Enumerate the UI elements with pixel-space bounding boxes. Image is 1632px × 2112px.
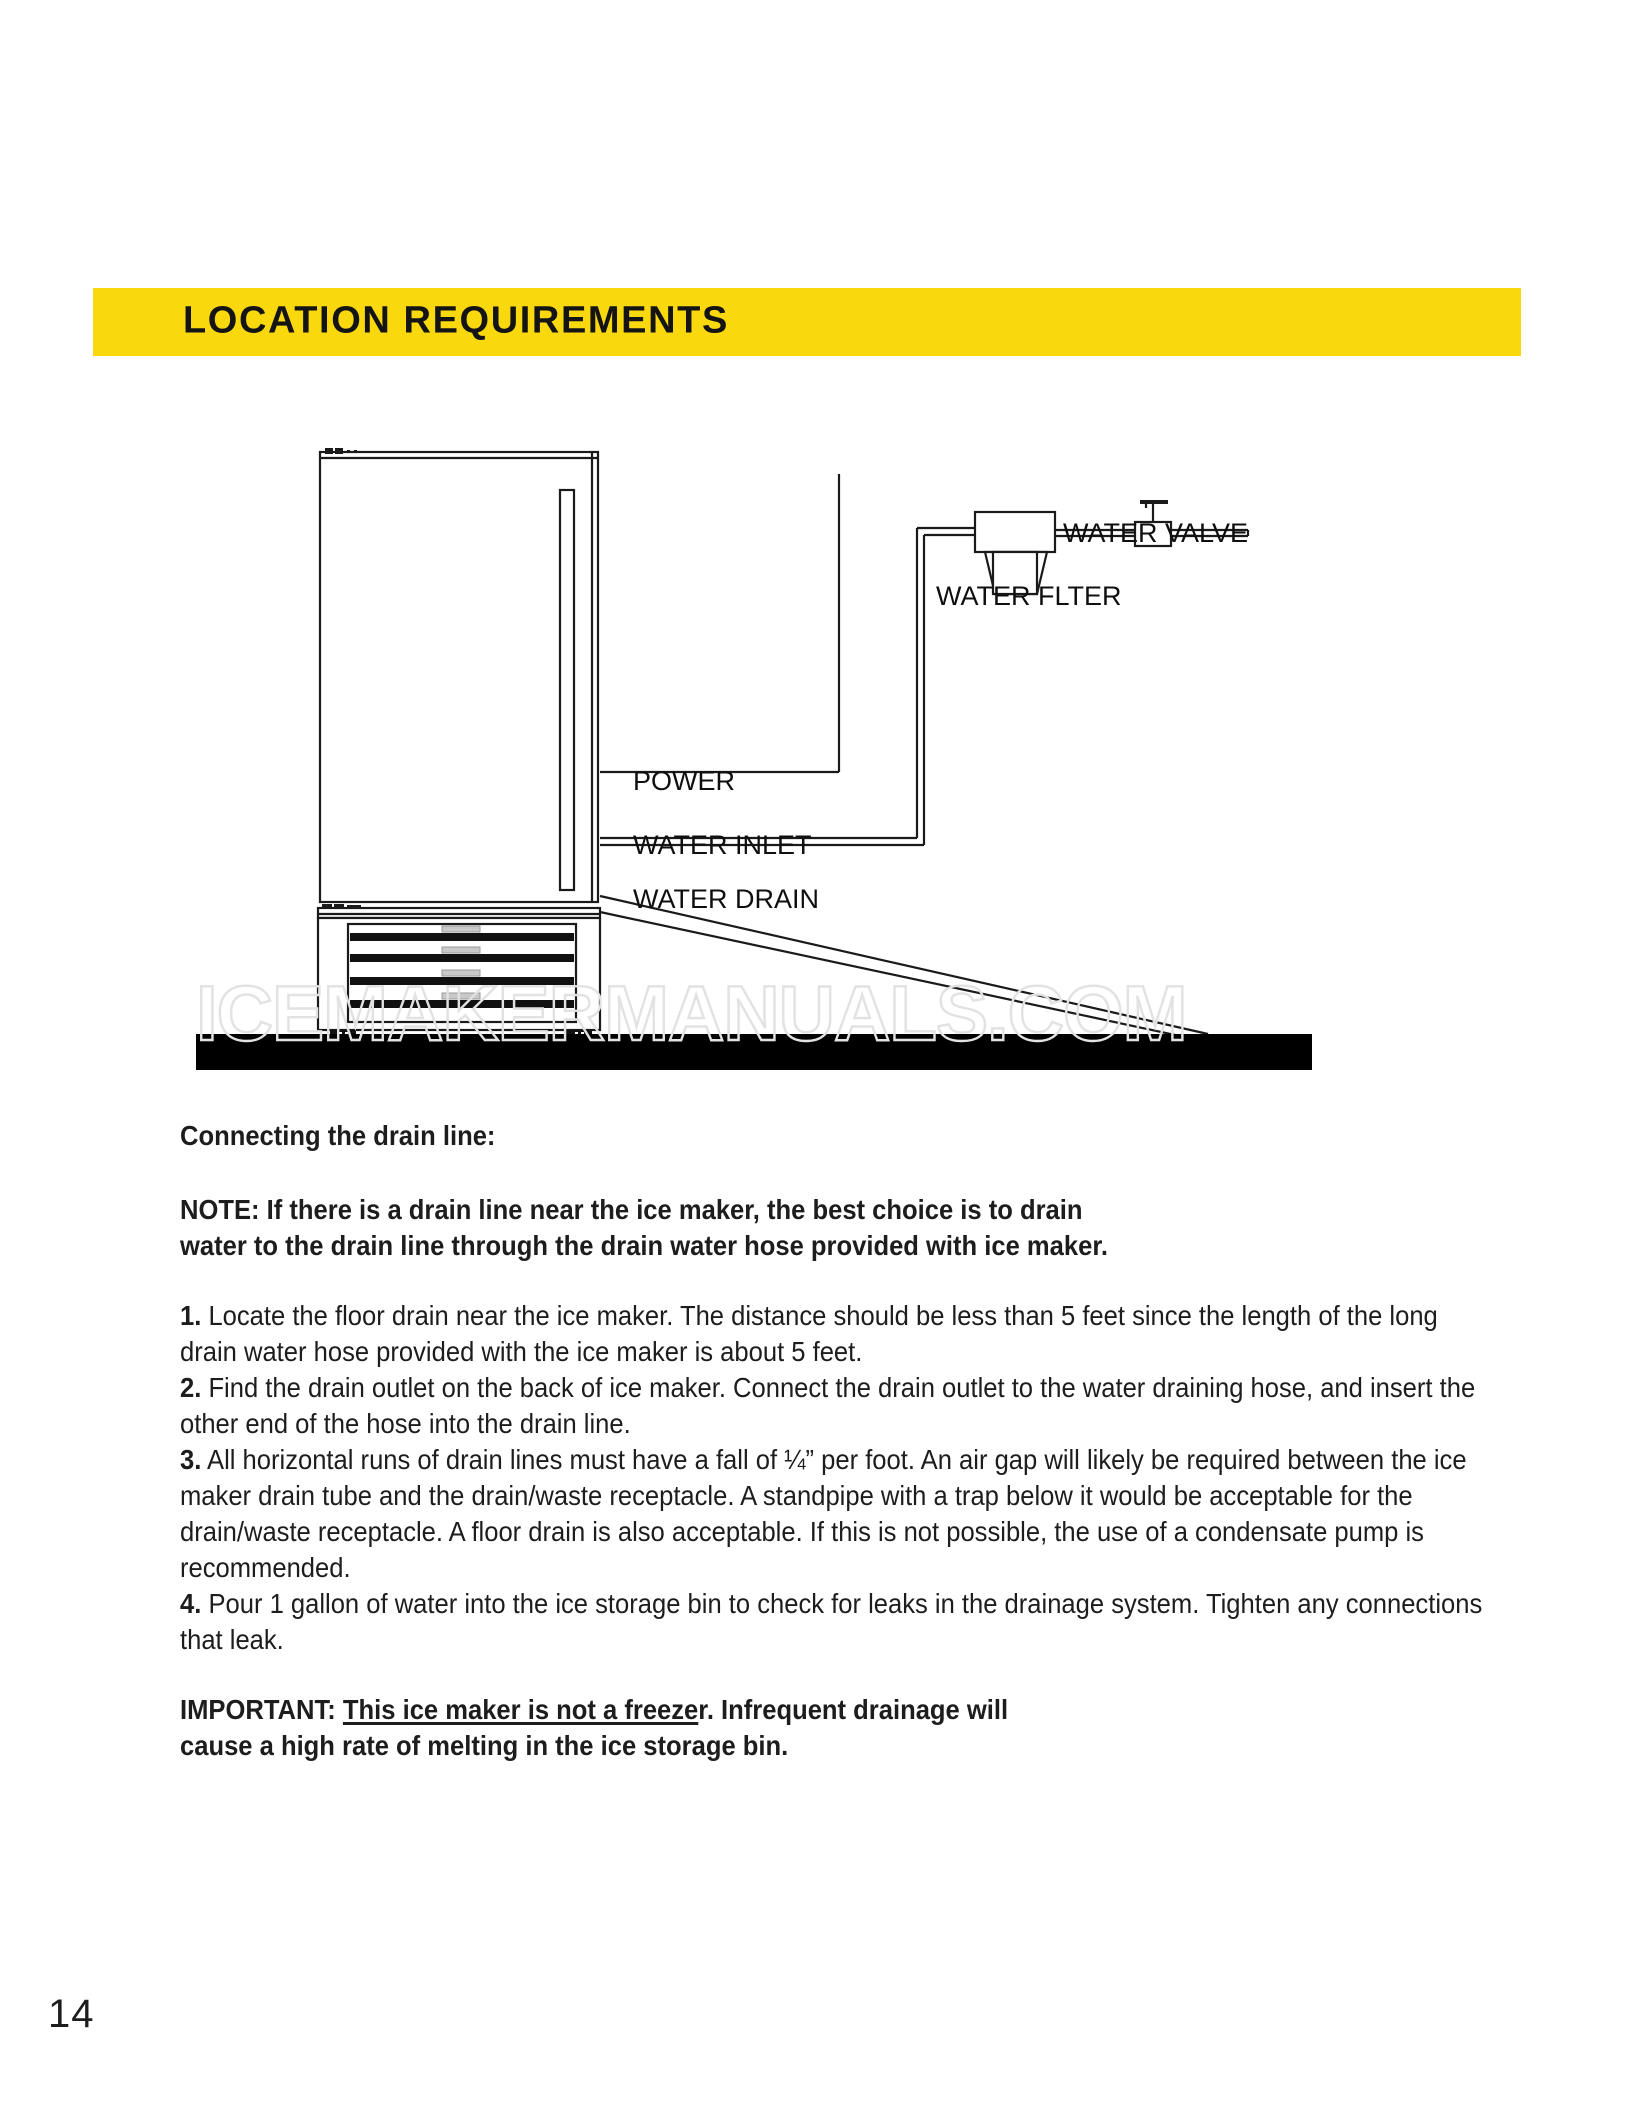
step-number-3: 3. [180,1444,202,1475]
drain-line-heading [180,1118,1490,1154]
drain-line-heading-text: Connecting the drain line: [180,1120,496,1151]
power-line [600,474,839,772]
step-item-3 [180,1442,1490,1586]
note-line-1: NOTE: If there is a drain line near the ice maker, the best choice is to drain [180,1194,1083,1225]
label-water-filter: WATER FLTER [936,581,1122,611]
floor-bar [196,1034,1312,1070]
ice-maker-cabinet [320,448,598,902]
step-text-1: Locate the floor drain near the ice maker. The distance should be less than 5 feet since the length of the long drain water hose provided with the ice maker is about 5 feet. [180,1300,1438,1367]
label-water-valve: WATER VALVE [1063,518,1249,548]
important-prefix: IMPORTANT: [180,1694,343,1725]
page-number: 14 [48,1992,95,2036]
label-water-drain: WATER DRAIN [633,884,819,914]
step-item-1 [180,1298,1490,1370]
step-item-2 [180,1370,1490,1442]
installation-diagram [0,430,1632,1070]
step-number-1: 1. [180,1300,202,1331]
important-notice [180,1692,1490,1764]
page-title: LOCATION REQUIREMENTS [183,299,729,342]
step-text-3: All horizontal runs of drain lines must have a fall of ¼” per foot. An air gap will likely be required between the ice maker drain tube and the drain/waste receptacle. A standpipe with a trap below it would be acceptable for the drain/waste receptacle. A floor drain is also acceptable. If this is not possible, the use of a condensate pump is recommended. [180,1444,1467,1583]
section-header-banner [93,288,1521,356]
important-underlined-text: This ice maker is not a freeze [342,1694,699,1725]
step-item-4 [180,1586,1490,1658]
step-number-2: 2. [180,1372,202,1403]
ice-maker-base-grille [318,904,600,1044]
diagram-svg [0,430,1632,1070]
important-rest: r. Infrequent drainage will [698,1694,1009,1725]
label-water-inlet: WATER INLET [633,830,812,860]
step-number-4: 4. [180,1588,202,1619]
watermark-text: ICEMAKERMANUALS.COM [196,970,1187,1057]
label-power: POWER [633,766,736,796]
important-line-2: cause a high rate of melting in the ice storage bin. [180,1730,789,1761]
water-drain-line [600,896,1208,1042]
body-content [180,1118,1490,1764]
water-inlet-line [600,528,975,845]
step-text-4: Pour 1 gallon of water into the ice storage bin to check for leaks in the drainage system. Tighten any connections that leak. [180,1588,1483,1655]
note-line-2: water to the drain line through the drain water hose provided with ice maker. [180,1230,1108,1261]
step-text-2: Find the drain outlet on the back of ice maker. Connect the drain outlet to the water draining hose, and insert the other end of the hose into the drain line. [180,1372,1476,1439]
note-paragraph [180,1192,1490,1264]
